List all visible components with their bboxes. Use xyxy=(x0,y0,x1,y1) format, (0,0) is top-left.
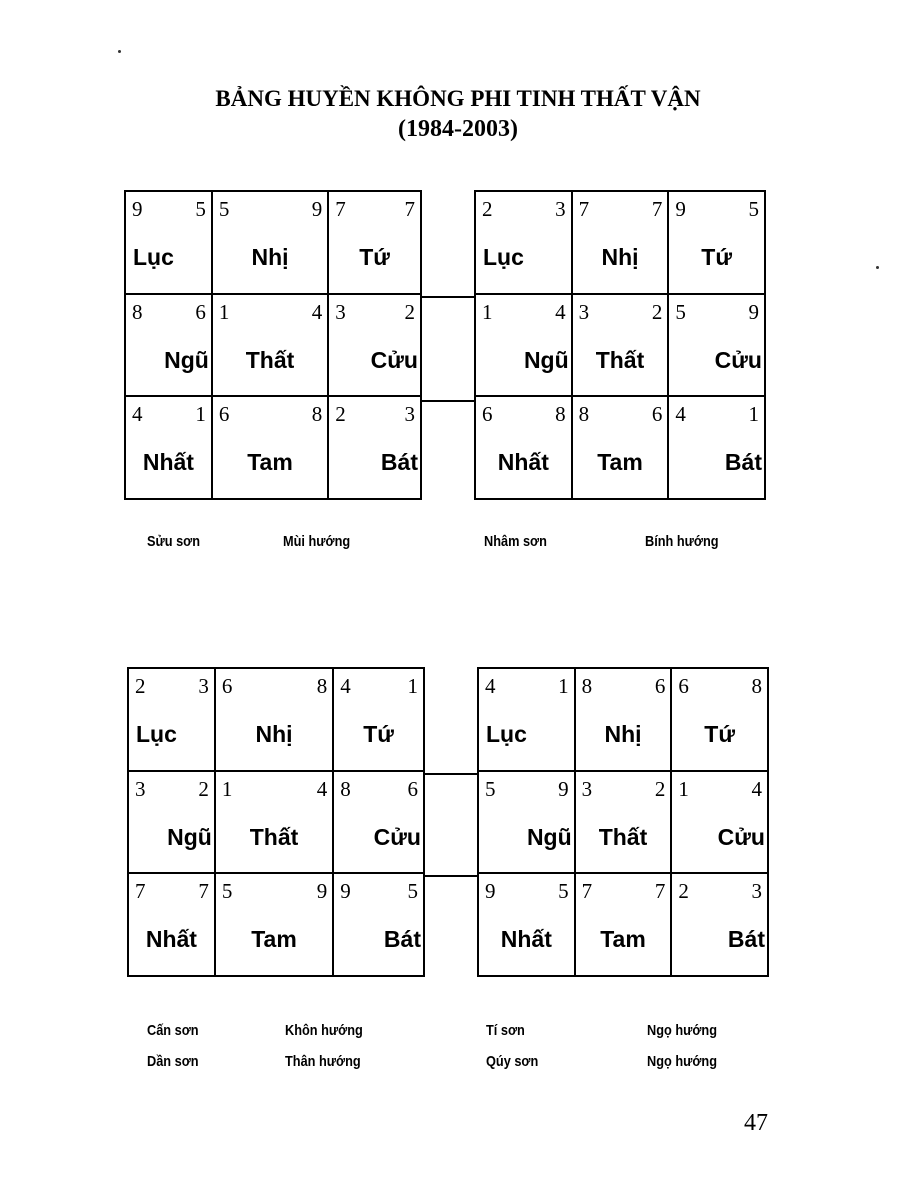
mountain-star-number: 8 xyxy=(578,402,590,427)
palace-label: Ngũ xyxy=(523,346,569,373)
mountain-star-number: 1 xyxy=(221,776,233,801)
palace-label: Tứ xyxy=(704,721,735,747)
facing-star-number: 4 xyxy=(751,776,762,801)
connector-line xyxy=(420,400,476,402)
palace-cell xyxy=(573,295,670,398)
palace-cell xyxy=(129,772,216,875)
caption-huong: Khôn hướng xyxy=(285,1022,363,1039)
facing-star-number: 2 xyxy=(654,776,666,801)
flying-star-chart xyxy=(474,190,766,500)
palace-label: Bát xyxy=(380,449,418,476)
facing-star-number: 2 xyxy=(198,776,209,801)
flying-star-chart xyxy=(124,190,422,500)
facing-star-number: 7 xyxy=(198,879,209,904)
palace-label: Nhất xyxy=(497,449,549,476)
palace-label: Tứ xyxy=(701,244,732,270)
mountain-star-number: 6 xyxy=(482,402,493,427)
caption-huong: Mùi hướng xyxy=(283,533,351,550)
palace-label: Thất xyxy=(249,823,299,850)
palace-cell xyxy=(576,874,673,975)
mountain-star-number: 9 xyxy=(132,197,143,221)
mountain-star-number: 4 xyxy=(340,674,351,698)
mountain-star-number: 9 xyxy=(485,879,496,904)
palace-label: Lục xyxy=(133,244,174,270)
mountain-star-number: 1 xyxy=(218,299,230,324)
palace-cell xyxy=(669,295,764,398)
palace-cell xyxy=(216,874,334,975)
palace-cell xyxy=(476,192,573,295)
palace-label: Bát xyxy=(724,449,762,476)
palace-cell xyxy=(334,772,423,875)
palace-cell xyxy=(126,397,213,498)
mountain-star-number: 6 xyxy=(218,402,230,427)
facing-star-number: 1 xyxy=(558,674,569,698)
palace-label: Bát xyxy=(727,926,765,953)
mountain-star-number: 2 xyxy=(335,402,346,427)
mountain-star-number: 7 xyxy=(581,879,593,904)
caption-huong: Thân hướng xyxy=(285,1053,361,1070)
facing-star-number: 5 xyxy=(558,879,569,904)
palace-label: Nhị xyxy=(255,721,293,747)
mountain-star-number: 3 xyxy=(578,299,590,324)
palace-cell xyxy=(479,772,576,875)
facing-star-number: 9 xyxy=(748,299,759,324)
palace-label: Tứ xyxy=(359,244,390,270)
mountain-star-number: 8 xyxy=(581,674,593,698)
caption-son: Sửu sơn xyxy=(147,533,201,550)
palace-label: Nhị xyxy=(251,244,289,270)
connector-line xyxy=(423,875,478,877)
palace-cell xyxy=(479,669,576,772)
mountain-star-number: 6 xyxy=(221,674,233,698)
palace-label: Ngũ xyxy=(167,823,212,850)
palace-cell xyxy=(129,874,216,975)
mountain-star-number: 3 xyxy=(335,299,346,324)
palace-label: Bát xyxy=(383,926,421,953)
facing-star-number: 8 xyxy=(316,674,328,698)
palace-cell xyxy=(216,772,334,875)
facing-star-number: 2 xyxy=(651,299,663,324)
facing-star-number: 6 xyxy=(651,402,663,427)
palace-label: Nhất xyxy=(500,926,552,953)
facing-star-number: 8 xyxy=(751,674,762,698)
palace-cell xyxy=(329,295,420,398)
palace-label: Thất xyxy=(245,346,295,373)
palace-cell xyxy=(669,192,764,295)
facing-star-number: 1 xyxy=(195,402,206,427)
palace-label: Tứ xyxy=(363,721,394,747)
mountain-star-number: 9 xyxy=(340,879,351,904)
mountain-star-number: 1 xyxy=(678,776,689,801)
connector-line xyxy=(420,296,476,298)
palace-cell xyxy=(479,874,576,975)
mountain-star-number: 3 xyxy=(135,776,146,801)
facing-star-number: 9 xyxy=(316,879,328,904)
palace-cell xyxy=(576,669,673,772)
mountain-star-number: 1 xyxy=(482,299,493,324)
palace-cell xyxy=(476,295,573,398)
palace-cell xyxy=(126,295,213,398)
page-title: BẢNG HUYỀN KHÔNG PHI TINH THẤT VẬN xyxy=(215,86,701,111)
palace-cell xyxy=(329,192,420,295)
mountain-star-number: 5 xyxy=(485,776,496,801)
palace-cell xyxy=(334,874,423,975)
palace-label: Cửu xyxy=(373,823,421,850)
facing-star-number: 9 xyxy=(558,776,569,801)
palace-cell xyxy=(573,397,670,498)
facing-star-number: 3 xyxy=(404,402,415,427)
facing-star-number: 7 xyxy=(654,879,666,904)
facing-star-number: 2 xyxy=(404,299,415,324)
palace-cell xyxy=(573,192,670,295)
flying-star-chart xyxy=(477,667,769,977)
facing-star-number: 1 xyxy=(748,402,759,427)
mountain-star-number: 5 xyxy=(675,299,686,324)
palace-label: Tam xyxy=(600,926,646,953)
palace-cell xyxy=(329,397,420,498)
scan-speck xyxy=(118,50,121,53)
facing-star-number: 1 xyxy=(407,674,418,698)
palace-cell xyxy=(334,669,423,772)
palace-label: Tam xyxy=(247,449,293,476)
caption-son: Cấn sơn xyxy=(147,1022,199,1039)
palace-cell xyxy=(476,397,573,498)
palace-label: Thất xyxy=(598,823,648,850)
palace-label: Thất xyxy=(595,346,645,373)
palace-label: Nhất xyxy=(145,926,197,953)
mountain-star-number: 5 xyxy=(221,879,233,904)
facing-star-number: 4 xyxy=(311,299,323,324)
palace-cell xyxy=(576,772,673,875)
mountain-star-number: 9 xyxy=(675,197,686,221)
caption-huong: Ngọ hướng xyxy=(647,1022,717,1039)
caption-son: Dần sơn xyxy=(147,1053,199,1070)
palace-label: Cửu xyxy=(717,823,765,850)
palace-cell xyxy=(669,397,764,498)
facing-star-number: 5 xyxy=(407,879,418,904)
palace-label: Tam xyxy=(597,449,643,476)
mountain-star-number: 3 xyxy=(581,776,593,801)
palace-label: Ngũ xyxy=(526,823,572,850)
caption-son: Nhâm sơn xyxy=(484,533,547,550)
caption-huong: Bính hướng xyxy=(645,533,719,550)
facing-star-number: 4 xyxy=(316,776,328,801)
palace-cell xyxy=(672,669,767,772)
facing-star-number: 6 xyxy=(407,776,418,801)
palace-label: Tam xyxy=(251,926,297,953)
facing-star-number: 6 xyxy=(195,299,206,324)
mountain-star-number: 2 xyxy=(135,674,146,698)
mountain-star-number: 7 xyxy=(135,879,146,904)
facing-star-number: 8 xyxy=(555,402,566,427)
palace-cell xyxy=(672,772,767,875)
facing-star-number: 3 xyxy=(555,197,566,221)
palace-label: Lục xyxy=(483,244,524,270)
facing-star-number: 6 xyxy=(654,674,666,698)
palace-label: Nhất xyxy=(142,449,194,476)
facing-star-number: 5 xyxy=(748,197,759,221)
page-number: 47 xyxy=(744,1110,768,1136)
mountain-star-number: 6 xyxy=(678,674,689,698)
mountain-star-number: 5 xyxy=(218,197,230,221)
facing-star-number: 3 xyxy=(751,879,762,904)
page-subtitle-years: (1984-2003) xyxy=(398,116,518,142)
palace-cell xyxy=(213,192,329,295)
mountain-star-number: 8 xyxy=(132,299,143,324)
flying-star-chart xyxy=(127,667,425,977)
palace-label: Lục xyxy=(136,721,177,747)
facing-star-number: 7 xyxy=(404,197,415,221)
palace-label: Lục xyxy=(486,721,527,747)
caption-huong: Ngọ hướng xyxy=(647,1053,717,1070)
facing-star-number: 7 xyxy=(651,197,663,221)
facing-star-number: 5 xyxy=(195,197,206,221)
palace-label: Ngũ xyxy=(164,346,209,373)
palace-cell xyxy=(216,669,334,772)
facing-star-number: 8 xyxy=(311,402,323,427)
mountain-star-number: 8 xyxy=(340,776,351,801)
facing-star-number: 4 xyxy=(555,299,566,324)
palace-cell xyxy=(213,295,329,398)
caption-son: Qúy sơn xyxy=(486,1053,539,1070)
mountain-star-number: 2 xyxy=(678,879,689,904)
mountain-star-number: 4 xyxy=(132,402,143,427)
mountain-star-number: 4 xyxy=(485,674,496,698)
palace-cell xyxy=(129,669,216,772)
facing-star-number: 3 xyxy=(198,674,209,698)
mountain-star-number: 7 xyxy=(335,197,346,221)
palace-cell xyxy=(126,192,213,295)
palace-cell xyxy=(213,397,329,498)
palace-cell xyxy=(672,874,767,975)
palace-label: Cửu xyxy=(714,346,762,373)
facing-star-number: 9 xyxy=(311,197,323,221)
caption-son: Tí sơn xyxy=(486,1022,525,1039)
palace-label: Nhị xyxy=(604,721,642,747)
palace-label: Cửu xyxy=(370,346,418,373)
mountain-star-number: 7 xyxy=(578,197,590,221)
connector-line xyxy=(423,773,478,775)
palace-label: Nhị xyxy=(601,244,639,270)
mountain-star-number: 2 xyxy=(482,197,493,221)
mountain-star-number: 4 xyxy=(675,402,686,427)
scan-speck xyxy=(876,266,879,269)
